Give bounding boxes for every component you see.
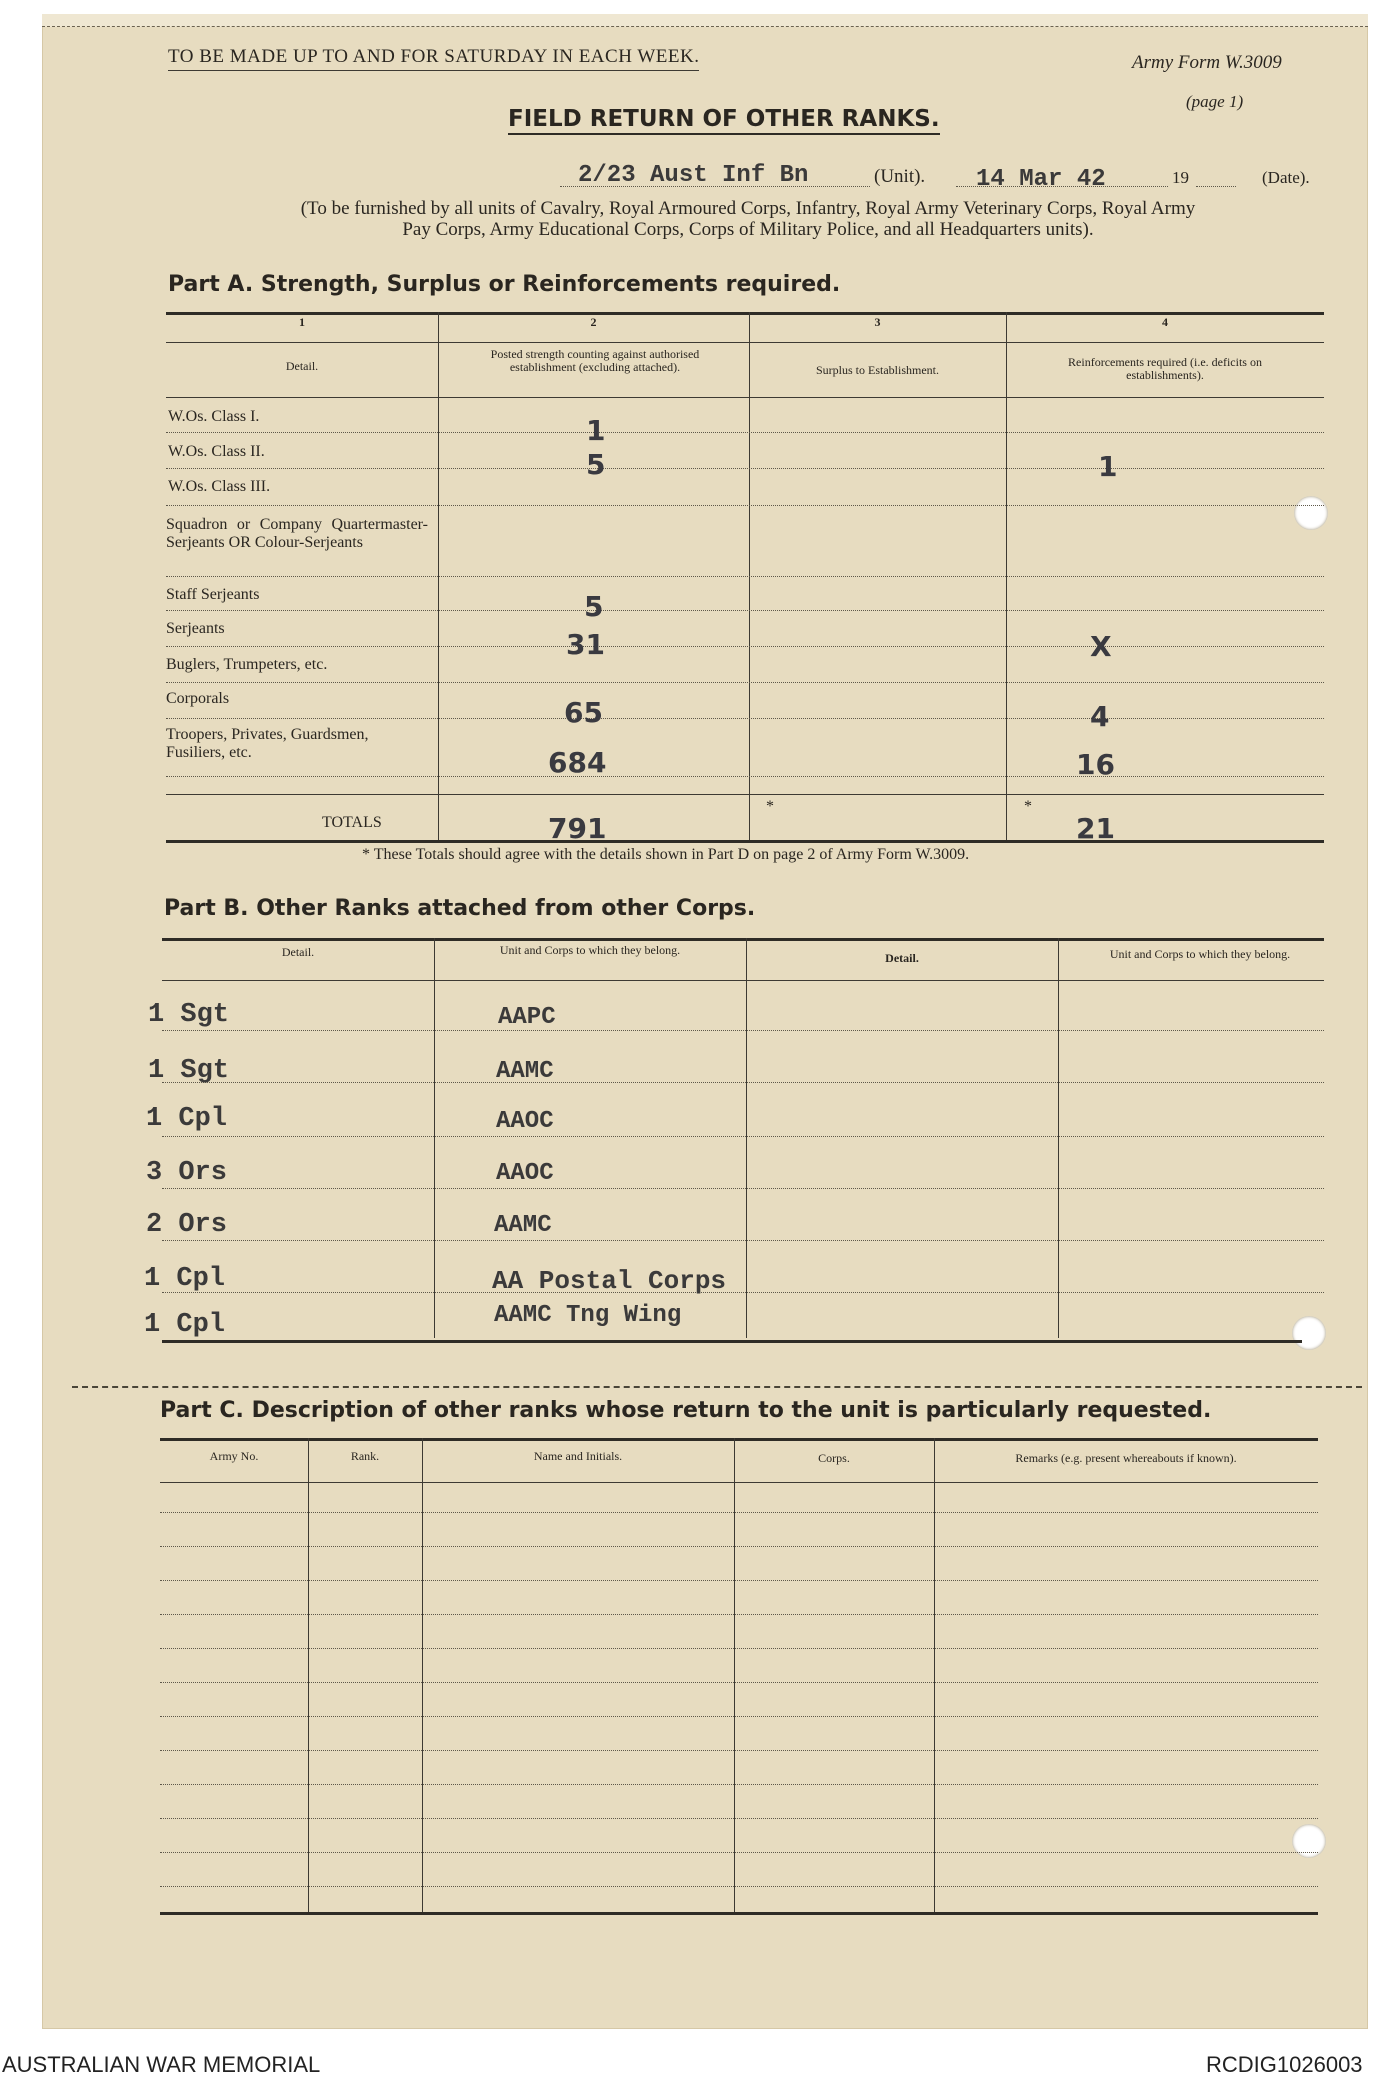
- date-label: (Date).: [1262, 168, 1310, 187]
- row-rule: [160, 1750, 1318, 1751]
- row-rule: [166, 718, 1324, 719]
- perforation-line: [72, 1386, 1362, 1388]
- reinforcement-value: 4: [1090, 700, 1110, 733]
- posted-value: 5: [586, 448, 606, 481]
- part-c-col-divider: [734, 1438, 735, 1912]
- row-rule: [166, 776, 1324, 777]
- reinforcement-value: 16: [1076, 748, 1115, 781]
- col-number-1: 1: [299, 315, 305, 329]
- part-a-footnote: * These Totals should agree with the details shown in Part D on page 2 of Army Form W.3009.: [362, 846, 970, 863]
- totals-reinforcements: 21: [1076, 812, 1115, 845]
- attached-unit: AAMC: [494, 1212, 552, 1239]
- row-rule: [166, 576, 1324, 577]
- header-reinforcements: Reinforcements required (i.e. deficits on establishments).: [1068, 355, 1262, 382]
- part-c-header-corps: Corps.: [818, 1451, 850, 1465]
- part-c-header-army-no: Army No.: [209, 1449, 259, 1463]
- row-rule: [162, 1136, 1324, 1137]
- posted-value: 5: [584, 590, 604, 623]
- attached-detail: 2 Ors: [146, 1210, 228, 1240]
- punch-hole: [1294, 496, 1328, 530]
- row-rule: [160, 1580, 1318, 1581]
- part-b-header-unit: Unit and Corps to which they belong.: [499, 943, 681, 957]
- row-label: Squadron or Company Quartermaster-Serjeants OR Colour-Serjeants: [166, 516, 428, 551]
- totals-label: TOTALS: [322, 814, 382, 831]
- part-b-header-unit-2: Unit and Corps to which they belong.: [1109, 947, 1291, 961]
- posted-value: 65: [564, 696, 603, 729]
- row-rule: [160, 1784, 1318, 1785]
- totals-surplus-mark: *: [766, 798, 774, 815]
- part-c-top-rule: [160, 1438, 1318, 1441]
- row-rule: [162, 1030, 1324, 1031]
- attached-unit: AAPC: [498, 1004, 556, 1031]
- footer-record-id: RCDIG1026003: [1206, 2052, 1363, 2077]
- row-rule: [162, 1188, 1324, 1189]
- totals-reinforcement-mark: *: [1024, 798, 1032, 815]
- part-a-top-rule: [166, 312, 1324, 315]
- part-c-header-rank: Rank.: [350, 1449, 380, 1463]
- row-rule: [166, 505, 1324, 506]
- year-prefix: 19: [1172, 168, 1189, 187]
- attached-unit: AAMC: [496, 1058, 554, 1085]
- attached-unit: AAMC Tng Wing: [494, 1302, 682, 1329]
- row-label: Corporals: [166, 690, 230, 707]
- row-rule: [160, 1546, 1318, 1547]
- posted-value: 684: [548, 746, 607, 779]
- header-surplus: Surplus to Establishment.: [816, 363, 939, 377]
- instruction-text: TO BE MADE UP TO AND FOR SATURDAY IN EACH WEEK.: [168, 46, 699, 71]
- part-a-number-rule: [166, 342, 1324, 343]
- part-c-title: Part C. Description of other ranks whose return to the unit is particularly requested.: [160, 1398, 1212, 1423]
- date-value: 14 Mar 42: [976, 166, 1106, 193]
- part-b-col-divider: [1058, 938, 1059, 1338]
- attached-detail: 1 Sgt: [148, 1056, 230, 1086]
- part-b-header-detail: Detail.: [281, 945, 315, 959]
- part-c-bottom-rule: [160, 1912, 1318, 1915]
- form-title: FIELD RETURN OF OTHER RANKS.: [508, 106, 940, 135]
- row-rule: [162, 1292, 1324, 1293]
- row-label: Buglers, Trumpeters, etc.: [166, 656, 328, 673]
- part-b-header-detail-2: Detail.: [885, 951, 919, 965]
- header-note-line-2: Pay Corps, Army Educational Corps, Corps of Military Police, and all Headquarters units).: [402, 219, 1094, 240]
- row-rule: [162, 1082, 1324, 1083]
- header-posted-strength: Posted strength counting against authorised establishment (excluding attached).: [490, 347, 700, 374]
- row-rule: [160, 1614, 1318, 1615]
- unit-label: (Unit).: [874, 166, 926, 187]
- totals-top-rule: [166, 794, 1324, 795]
- row-label: Serjeants: [166, 620, 225, 637]
- row-label: W.Os. Class III.: [168, 478, 271, 495]
- col-number-4: 4: [1162, 315, 1168, 329]
- part-c-header-rule: [160, 1482, 1318, 1483]
- part-b-col-divider: [746, 938, 747, 1338]
- header-note-line-1: (To be furnished by all units of Cavalry, Royal Armoured Corps, Infantry, Royal Army Veterinary Corps, Royal Army: [300, 198, 1196, 219]
- header-detail: Detail.: [285, 359, 319, 373]
- row-rule: [160, 1852, 1318, 1853]
- part-c-col-divider: [934, 1438, 935, 1912]
- col-number-2: 2: [590, 315, 597, 329]
- attached-detail: 1 Cpl: [144, 1264, 226, 1294]
- part-b-bottom-rule: [162, 1340, 1302, 1343]
- torn-top-strip: [42, 14, 1368, 27]
- totals-posted: 791: [548, 812, 607, 845]
- attached-unit: AA Postal Corps: [492, 1266, 727, 1296]
- part-b-col-divider: [434, 938, 435, 1338]
- attached-unit: AAOC: [496, 1108, 554, 1135]
- part-c-col-divider: [422, 1438, 423, 1912]
- row-rule: [166, 432, 1324, 433]
- row-rule: [166, 610, 1324, 611]
- row-label: Troopers, Privates, Guardsmen, Fusiliers, etc.: [166, 726, 369, 761]
- row-rule: [162, 1240, 1324, 1241]
- row-rule: [166, 646, 1324, 647]
- attached-unit: AAOC: [496, 1160, 554, 1187]
- punch-hole: [1292, 1316, 1326, 1350]
- page-label: (page 1): [1186, 92, 1244, 111]
- attached-detail: 1 Sgt: [148, 1000, 230, 1030]
- col-number-3: 3: [874, 315, 881, 329]
- part-b-header-rule: [162, 980, 1324, 981]
- reinforcement-value: 1: [1098, 450, 1118, 483]
- row-label: W.Os. Class I.: [168, 408, 260, 425]
- row-rule: [160, 1818, 1318, 1819]
- part-a-col-divider: [749, 312, 750, 842]
- part-a-header-rule: [166, 397, 1324, 398]
- part-c-header-remarks: Remarks (e.g. present whereabouts if known).: [1015, 1451, 1237, 1465]
- row-label: Staff Serjeants: [166, 586, 260, 603]
- form-number: Army Form W.3009: [1132, 52, 1282, 73]
- header-note: [168, 198, 1328, 240]
- unit-value: 2/23 Aust Inf Bn: [578, 162, 809, 189]
- year-dotted-line: [1196, 186, 1236, 187]
- row-rule: [160, 1886, 1318, 1887]
- row-label: W.Os. Class II.: [168, 443, 265, 460]
- row-rule: [166, 682, 1324, 683]
- attached-detail: 1 Cpl: [144, 1310, 226, 1340]
- row-rule: [160, 1512, 1318, 1513]
- row-rule: [160, 1682, 1318, 1683]
- part-a-title: Part A. Strength, Surplus or Reinforcements required.: [168, 272, 841, 297]
- row-rule: [160, 1648, 1318, 1649]
- row-rule: [166, 468, 1324, 469]
- part-a-col-divider: [438, 312, 439, 842]
- attached-detail: 1 Cpl: [146, 1104, 228, 1134]
- part-a-col-divider: [1006, 312, 1007, 842]
- part-c-col-divider: [308, 1438, 309, 1912]
- posted-value: 31: [566, 628, 605, 661]
- part-b-top-rule: [162, 938, 1324, 941]
- reinforcement-value: X: [1090, 630, 1112, 663]
- part-b-title: Part B. Other Ranks attached from other Corps.: [164, 896, 756, 921]
- part-c-header-name: Name and Initials.: [533, 1449, 623, 1463]
- footer-archive-name: AUSTRALIAN WAR MEMORIAL: [2, 2052, 321, 2077]
- posted-value: 1: [586, 414, 606, 447]
- attached-detail: 3 Ors: [146, 1158, 228, 1188]
- part-a-bottom-rule: [166, 840, 1324, 843]
- row-rule: [160, 1716, 1318, 1717]
